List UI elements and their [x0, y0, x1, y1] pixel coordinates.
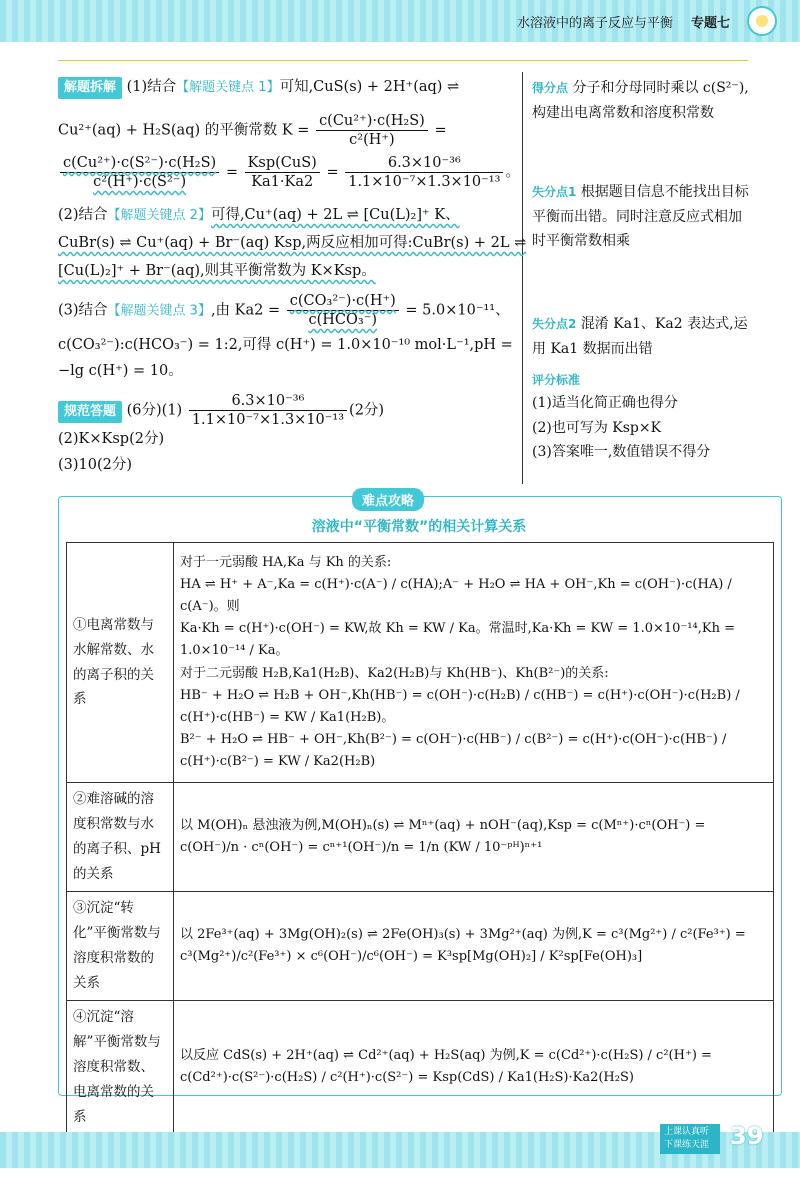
row-content	[174, 1000, 774, 1134]
text: −lg c(H⁺) = 10。	[58, 363, 183, 379]
scoring-item: (2)也可写为 Ksp×K	[532, 419, 662, 436]
text: =	[434, 122, 447, 139]
tag-standard-answer: 规范答题	[58, 401, 122, 423]
scoring-item: (3)答案唯一,数值错误不得分	[532, 444, 711, 460]
fraction: $\frac{\text{6.3×10⁻³⁶}}{\text{1.1×10⁻⁷×1.3×10⁻¹³}}$	[189, 392, 347, 429]
text: CuBr(s) ⇌ Cu⁺(aq) + Br⁻(aq) Ksp,两反应相加可得:CuBr(s) + 2L ⇌	[58, 235, 527, 251]
slogan-line: 下课练天涯	[664, 1140, 710, 1150]
text: =	[326, 164, 339, 181]
row-content	[174, 543, 774, 783]
text: (1)结合	[126, 79, 177, 95]
fraction: $\frac{\text{c(Cu²⁺)·c(H₂S)}}{\text{c²(H⁺)}}$	[316, 112, 428, 149]
key-point-link: 【解题关键点 3】	[107, 303, 211, 319]
constants-table	[66, 542, 774, 1135]
content-line: 对于二元弱酸 H₂B,Ka1(H₂B)、Ka2(H₂B)与 Kh(HB⁻)、Kh(B²⁻)的关系:	[180, 665, 609, 681]
text: ,由 Ka2 =	[210, 302, 281, 319]
key-point-link: 【解题关键点 1】	[176, 80, 280, 95]
difficulty-tag: 难点攻略	[352, 488, 424, 511]
answer-2: (2)K×Ksp(2分)	[58, 431, 165, 447]
difficulty-title: 溶液中“平衡常数”的相关计算关系	[311, 519, 527, 535]
table-row	[67, 783, 774, 892]
row-label: ③沉淀“转化”平衡常数与溶度积常数的关系	[67, 891, 174, 1000]
tag-solution-breakdown: 解题拆解	[58, 77, 122, 99]
content-line: B²⁻ + H₂O ⇌ HB⁻ + OH⁻,Kh(B²⁻) = c(OH⁻)·c(HB⁻) / c(B²⁻) = c(H⁺)·c(OH⁻)·c(HB⁻) / c(H⁺)·c(B²⁻) = KW / Ka2(H₂B)	[180, 731, 727, 769]
topic-label: 专题七	[690, 16, 730, 31]
fraction: $\frac{\text{c(CO₃²⁻)·c(H⁺)}}{\text{c(HCO₃⁻)}}$	[287, 292, 399, 329]
text: (3)结合	[58, 302, 108, 319]
answer-3: (3)10(2分)	[58, 457, 133, 473]
fraction: $\frac{\text{Ksp(CuS)}}{Ka1\cdot Ka2}$	[245, 154, 320, 191]
content-line: 以反应 CdS(s) + 2H⁺(aq) ⇌ Cd²⁺(aq) + H₂S(aq) 为例,K = c(Cd²⁺)·c(H₂S) / c²(H⁺) =	[180, 1048, 712, 1064]
slogan-box	[660, 1124, 720, 1154]
content-line: 对于一元弱酸 HA,Ka 与 Kh 的关系:	[180, 555, 392, 571]
text: 。	[505, 164, 520, 181]
table-row	[67, 543, 774, 783]
content-line: 以 M(OH)ₙ 悬浊液为例,M(OH)ₙ(s) ⇌ Mⁿ⁺(aq) + nOH⁻(aq),Ksp = c(Mⁿ⁺)·cⁿ(OH⁻) =	[180, 817, 706, 833]
annotation-text: 混淆 Ka1、Ka2 表达式,运用 Ka1 数据而出错	[532, 316, 748, 357]
row-label: ②难溶碱的溶度积常数与水的离子积、pH 的关系	[67, 783, 174, 892]
text: =	[225, 164, 238, 181]
header-rule	[58, 60, 748, 61]
content-line: c³(Mg²⁺)/c²(Fe³⁺) × c⁶(OH⁻)/c⁶(OH⁻) = K³sp[Mg(OH)₂] / K²sp[Fe(OH)₃]	[180, 948, 643, 964]
annotation-text: 根据题目信息不能找出目标平衡而出错。同时注意反应式相加时平衡常数相乘	[532, 184, 749, 249]
content-line: HB⁻ + H₂O ⇌ H₂B + OH⁻,Kh(HB⁻) = c(OH⁻)·c(H₂B) / c(HB⁻) = c(H⁺)·c(OH⁻)·c(H₂B) / c(H⁺)·c(HB⁻) = KW / Ka1(H₂B)。	[180, 687, 740, 725]
page-number: 39	[730, 1122, 764, 1150]
text: 可知,CuS(s) + 2H⁺(aq) ⇌	[279, 79, 460, 95]
row-content	[174, 783, 774, 892]
key-point-link: 【解题关键点 2】	[107, 208, 211, 223]
column-divider	[522, 72, 523, 484]
loss-point-2-tag: 失分点2	[532, 317, 577, 331]
content-line: HA ⇌ H⁺ + A⁻,Ka = c(H⁺)·c(A⁻) / c(HA);A⁻ + H₂O ⇌ HA + OH⁻,Kh = c(OH⁻)·c(HA) / c(A⁻)。则	[180, 577, 732, 615]
section-title: 水溶液中的离子反应与平衡	[516, 16, 673, 31]
table-row	[67, 1000, 774, 1134]
text: (2)结合	[58, 207, 108, 223]
loss-point-1-tag: 失分点1	[532, 185, 577, 199]
fraction: $\frac{\text{6.3×10⁻³⁶}}{\text{1.1×10⁻⁷×1.3×10⁻¹³}}$	[345, 154, 503, 191]
text: = 5.0×10⁻¹¹、	[405, 302, 510, 319]
text: (6分)(1)	[126, 402, 183, 419]
content-line: Ka·Kh = c(H⁺)·c(OH⁻) = KW,故 Kh = KW / Ka。常温时,Ka·Kh = KW = 1.0×10⁻¹⁴,Kh = 1.0×10⁻¹⁴ / Ka。	[180, 621, 735, 659]
text: 可得,Cu⁺(aq) + 2L ⇌ [Cu(L)₂]⁺ K、	[210, 207, 460, 223]
text: c(CO₃²⁻):c(HCO₃⁻) = 1:2,可得 c(H⁺) = 1.0×10⁻¹⁰ mol·L⁻¹,pH =	[58, 337, 513, 353]
score-point-tag: 得分点	[532, 81, 569, 95]
flower-mascot-icon	[742, 4, 782, 38]
text: (2分)	[349, 402, 385, 419]
scoring-item: (1)适当化简正确也得分	[532, 395, 678, 411]
running-header	[517, 12, 730, 31]
fraction: $\frac{\text{c(Cu²⁺)·c(S²⁻)·c(H₂S)}}{\text{c²(H⁺)·c(S²⁻)}}$	[60, 154, 219, 191]
text: [Cu(L)₂]⁺ + Br⁻(aq),则其平衡常数为 K×Ksp。	[58, 263, 376, 279]
content-line: c(OH⁻)/n · cⁿ(OH⁻) = cⁿ⁺¹(OH⁻)/n = 1/n (KW / 10⁻ᵖᴴ)ⁿ⁺¹	[180, 839, 543, 855]
content-line: c(Cd²⁺)·c(S²⁻)·c(H₂S) / c²(H⁺)·c(S²⁻) = Ksp(CdS) / Ka1(H₂S)·Ka2(H₂S)	[180, 1070, 634, 1086]
scoring-standard-tag: 评分标准	[532, 373, 581, 387]
row-label: ④沉淀“溶解”平衡常数与溶度积常数、电离常数的关系	[67, 1000, 174, 1134]
annotation-text: 分子和分母同时乘以 c(S²⁻),构建出电离常数和溶度积常数	[532, 80, 749, 121]
row-content	[174, 891, 774, 1000]
row-label: ①电离常数与水解常数、水的离子积的关系	[67, 543, 174, 783]
slogan-line: 上课认真听	[664, 1127, 710, 1137]
text: Cu²⁺(aq) + H₂S(aq) 的平衡常数 K =	[58, 122, 310, 139]
top-banner	[0, 0, 800, 42]
content-line: 以 2Fe³⁺(aq) + 3Mg(OH)₂(s) ⇌ 2Fe(OH)₃(s) + 3Mg²⁺(aq) 为例,K = c³(Mg²⁺) / c²(Fe³⁺) =	[180, 926, 746, 942]
table-row	[67, 891, 774, 1000]
